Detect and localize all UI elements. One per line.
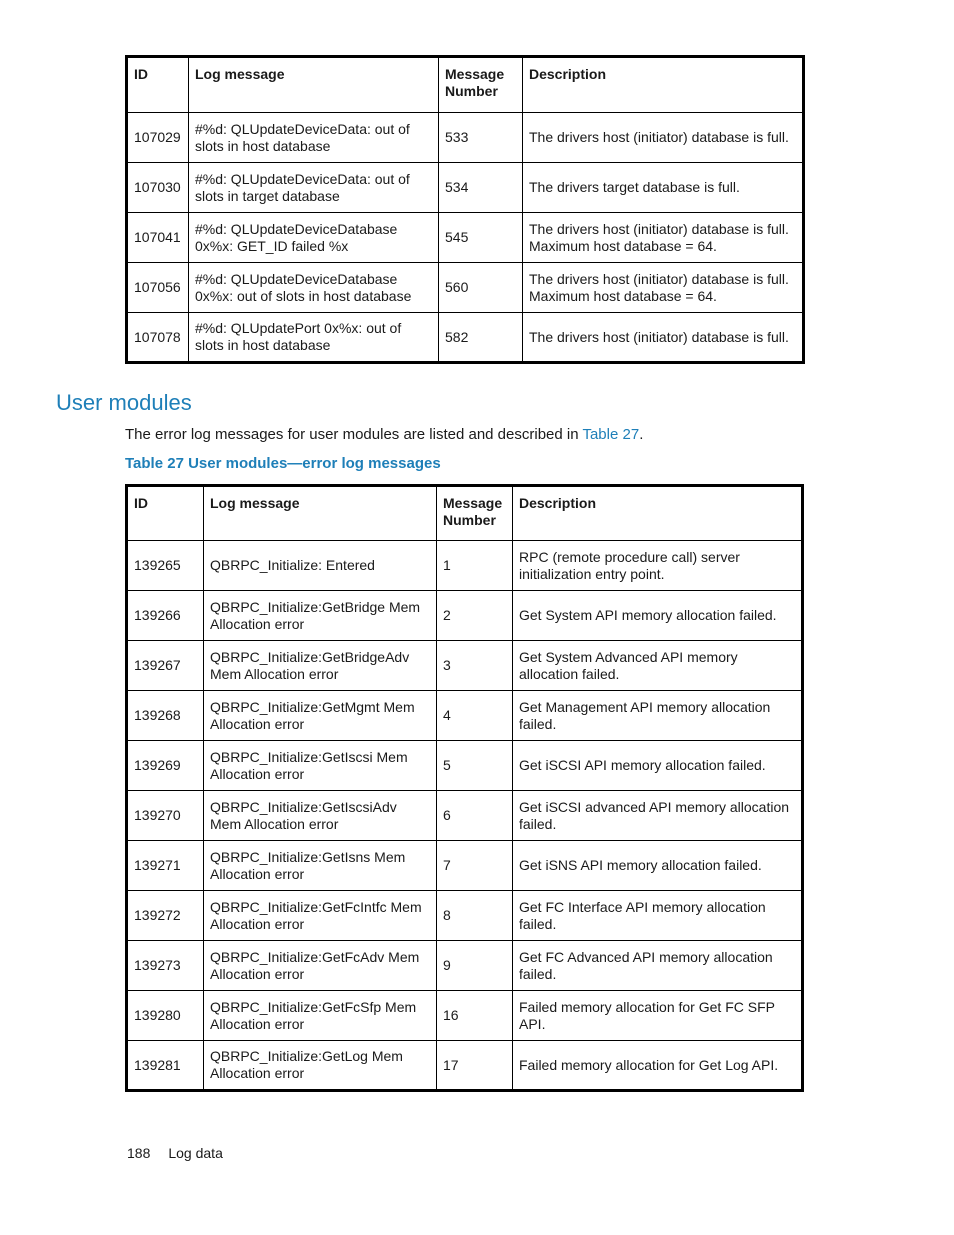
- header-description: Description: [523, 57, 804, 113]
- cell-log-message: #%d: QLUpdateDeviceData: out of slots in target database: [189, 163, 439, 213]
- cell-id: 139265: [127, 541, 204, 591]
- header-description: Description: [513, 486, 803, 541]
- footer-section-name: Log data: [168, 1145, 223, 1161]
- cell-description: Get FC Interface API memory allocation failed.: [513, 891, 803, 941]
- cell-id: 139267: [127, 641, 204, 691]
- cell-id: 139268: [127, 691, 204, 741]
- table-row: [127, 1041, 803, 1091]
- cell-message-number: 9: [437, 941, 513, 991]
- cell-id: 107029: [127, 113, 189, 163]
- table-row: [127, 313, 804, 363]
- cell-log-message: #%d: QLUpdateDeviceDatabase 0x%x: out of slots in host database: [189, 263, 439, 313]
- table-row: [127, 791, 803, 841]
- cell-message-number: 17: [437, 1041, 513, 1091]
- header-id: ID: [127, 486, 204, 541]
- cell-description: Failed memory allocation for Get Log API.: [513, 1041, 803, 1091]
- header-log-message: Log message: [204, 486, 437, 541]
- cell-message-number: 4: [437, 691, 513, 741]
- cell-id: 107056: [127, 263, 189, 313]
- user-modules-table: [125, 484, 804, 1092]
- intro-end: .: [639, 426, 644, 443]
- header-log-message: Log message: [189, 57, 439, 113]
- cell-id: 139269: [127, 741, 204, 791]
- table-row: [127, 891, 803, 941]
- cell-log-message: QBRPC_Initialize:GetBridgeAdv Mem Allocation error: [204, 641, 437, 691]
- table-row: [127, 691, 803, 741]
- cell-description: The drivers host (initiator) database is full.: [523, 113, 804, 163]
- table-row: [127, 841, 803, 891]
- header-message-number: Message Number: [437, 486, 513, 541]
- cell-log-message: QBRPC_Initialize:GetMgmt Mem Allocation error: [204, 691, 437, 741]
- table-row: [127, 263, 804, 313]
- cell-message-number: 16: [437, 991, 513, 1041]
- cell-description: The drivers host (initiator) database is full. Maximum host database = 64.: [523, 263, 804, 313]
- cell-id: 139271: [127, 841, 204, 891]
- cell-log-message: QBRPC_Initialize:GetFcAdv Mem Allocation error: [204, 941, 437, 991]
- table-row: [127, 941, 803, 991]
- table-row: [127, 163, 804, 213]
- cell-message-number: 582: [439, 313, 523, 363]
- cell-log-message: #%d: QLUpdatePort 0x%x: out of slots in host database: [189, 313, 439, 363]
- table-header-row: [127, 486, 803, 541]
- table-row: [127, 641, 803, 691]
- header-id: ID: [127, 57, 189, 113]
- table-row: [127, 113, 804, 163]
- cell-description: Get iSCSI advanced API memory allocation failed.: [513, 791, 803, 841]
- log-table-continued: [125, 55, 805, 364]
- table-row: [127, 591, 803, 641]
- cell-id: 139272: [127, 891, 204, 941]
- cell-message-number: 8: [437, 891, 513, 941]
- cell-id: 139266: [127, 591, 204, 641]
- cell-message-number: 545: [439, 213, 523, 263]
- cell-description: The drivers target database is full.: [523, 163, 804, 213]
- cell-id: 107030: [127, 163, 189, 213]
- cell-id: 139280: [127, 991, 204, 1041]
- cell-description: Get iSNS API memory allocation failed.: [513, 841, 803, 891]
- page-footer: [127, 1145, 223, 1161]
- cell-message-number: 6: [437, 791, 513, 841]
- page-number: 188: [127, 1145, 151, 1161]
- cell-message-number: 1: [437, 541, 513, 591]
- table-row: [127, 741, 803, 791]
- table-row: [127, 213, 804, 263]
- cell-description: The drivers host (initiator) database is full. Maximum host database = 64.: [523, 213, 804, 263]
- cell-log-message: QBRPC_Initialize:GetIsns Mem Allocation error: [204, 841, 437, 891]
- cell-log-message: #%d: QLUpdateDeviceDatabase 0x%x: GET_ID failed %x: [189, 213, 439, 263]
- table-row: [127, 541, 803, 591]
- cell-log-message: QBRPC_Initialize:GetLog Mem Allocation error: [204, 1041, 437, 1091]
- cell-log-message: QBRPC_Initialize: Entered: [204, 541, 437, 591]
- cell-id: 139270: [127, 791, 204, 841]
- cell-description: Get System Advanced API memory allocation failed.: [513, 641, 803, 691]
- table-27-link[interactable]: Table 27: [582, 426, 640, 443]
- cell-message-number: 7: [437, 841, 513, 891]
- cell-log-message: QBRPC_Initialize:GetFcIntfc Mem Allocation error: [204, 891, 437, 941]
- cell-id: 139273: [127, 941, 204, 991]
- cell-id: 107041: [127, 213, 189, 263]
- cell-description: The drivers host (initiator) database is full.: [523, 313, 804, 363]
- cell-message-number: 3: [437, 641, 513, 691]
- header-message-number: Message Number: [439, 57, 523, 113]
- cell-log-message: QBRPC_Initialize:GetIscsiAdv Mem Allocation error: [204, 791, 437, 841]
- table-caption: Table 27 User modules—error log messages: [125, 455, 441, 472]
- table-row: [127, 991, 803, 1041]
- cell-description: RPC (remote procedure call) server initialization entry point.: [513, 541, 803, 591]
- cell-message-number: 534: [439, 163, 523, 213]
- intro-text: The error log messages for user modules are listed and described in: [125, 426, 583, 443]
- table-header-row: [127, 57, 804, 113]
- cell-log-message: QBRPC_Initialize:GetBridge Mem Allocation error: [204, 591, 437, 641]
- cell-description: Failed memory allocation for Get FC SFP API.: [513, 991, 803, 1041]
- cell-message-number: 560: [439, 263, 523, 313]
- cell-id: 139281: [127, 1041, 204, 1091]
- cell-message-number: 5: [437, 741, 513, 791]
- cell-message-number: 2: [437, 591, 513, 641]
- cell-log-message: #%d: QLUpdateDeviceData: out of slots in host database: [189, 113, 439, 163]
- cell-description: Get System API memory allocation failed.: [513, 591, 803, 641]
- cell-log-message: QBRPC_Initialize:GetFcSfp Mem Allocation error: [204, 991, 437, 1041]
- cell-description: Get Management API memory allocation failed.: [513, 691, 803, 741]
- cell-id: 107078: [127, 313, 189, 363]
- section-heading: User modules: [56, 390, 192, 415]
- cell-message-number: 533: [439, 113, 523, 163]
- cell-description: Get iSCSI API memory allocation failed.: [513, 741, 803, 791]
- cell-log-message: QBRPC_Initialize:GetIscsi Mem Allocation error: [204, 741, 437, 791]
- intro-paragraph: [125, 426, 643, 443]
- cell-description: Get FC Advanced API memory allocation failed.: [513, 941, 803, 991]
